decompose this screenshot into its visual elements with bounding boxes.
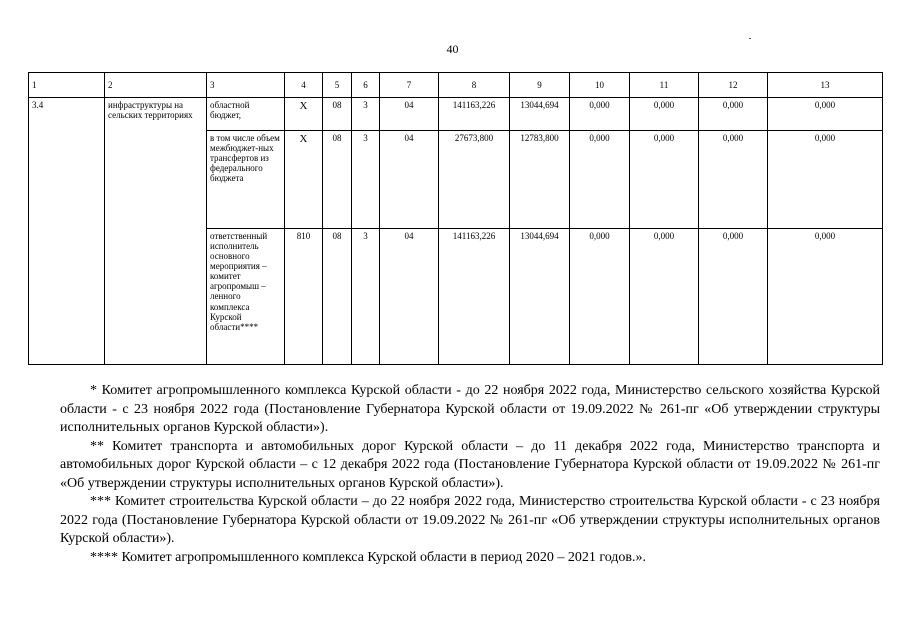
- table-cell: 0,000: [630, 98, 699, 131]
- header-cell: 9: [510, 73, 570, 98]
- page-number: 40: [446, 42, 459, 56]
- table-cell: 13044,694: [510, 229, 570, 365]
- table-cell: 27673,800: [439, 131, 510, 229]
- table-cell: 0,000: [630, 229, 699, 365]
- table-cell: 0,000: [768, 229, 883, 365]
- table-cell: 3: [352, 98, 380, 131]
- table-cell: 0,000: [768, 131, 883, 229]
- footnote: * Комитет агропромышленного комплекса Курской области - до 22 ноября 2022 года, Министерство сельского хозяйства Курской области - с 23 ноября 2022 года (Постановление Губернатора Курской области от 19.09.2022 № 261-пг «Об утверждении структуры исполнительных органов Курской области»).: [60, 383, 880, 435]
- header-cell: 12: [699, 73, 768, 98]
- item-name-cell: инфраструктуры на сельских территориях: [105, 98, 207, 365]
- table-cell: 0,000: [768, 98, 883, 131]
- header-cell: 11: [630, 73, 699, 98]
- table-cell: 0,000: [699, 131, 768, 229]
- header-cell: 5: [323, 73, 352, 98]
- table-row: [29, 98, 883, 131]
- footnote: *** Комитет строительства Курской области – до 22 ноября 2022 года, Министерство строительства Курской области - с 23 ноября 2022 года (Постановление Губернатора Курской области от 19.09.2022 № 261-пг «Об утверждении структуры исполнительных органов Курской области»).: [60, 494, 880, 546]
- footnotes: [60, 382, 880, 567]
- budget-table: [28, 72, 883, 365]
- funding-source-cell: ответственный исполнитель основного мероприятия – комитет агропромыш – ленного комплекса Курской области****: [207, 229, 285, 365]
- table-cell: 04: [380, 229, 439, 365]
- funding-source-cell: в том числе объем межбюджет-ных трансфертов из федерального бюджета: [207, 131, 285, 229]
- footnote: ** Комитет транспорта и автомобильных дорог Курской области – до 11 декабря 2022 года, Министерство транспорта и автомобильных дорог Курской области – с 12 декабря 2022 года (Постановление Губернатора Курской области от 19.09.2022 № 261-пг «Об утверждении структуры исполнительных органов Курской области»).: [60, 438, 880, 491]
- table-cell: X: [285, 131, 323, 229]
- table-cell: 141163,226: [439, 229, 510, 365]
- table-cell: 0,000: [570, 131, 630, 229]
- header-cell: 13: [768, 73, 883, 98]
- table-cell: 3: [352, 229, 380, 365]
- header-cell: 4: [285, 73, 323, 98]
- table-cell: 810: [285, 229, 323, 365]
- header-cell: 6: [352, 73, 380, 98]
- table-cell: 0,000: [630, 131, 699, 229]
- table-cell: 04: [380, 98, 439, 131]
- table-cell: 04: [380, 131, 439, 229]
- table-cell: X: [285, 98, 323, 131]
- header-cell: 10: [570, 73, 630, 98]
- header-cell: 1: [29, 73, 105, 98]
- table-cell: 0,000: [699, 98, 768, 131]
- table-cell: 08: [323, 229, 352, 365]
- table-cell: 141163,226: [439, 98, 510, 131]
- table-cell: 13044,694: [510, 98, 570, 131]
- table-cell: 0,000: [570, 229, 630, 365]
- table-cell: 08: [323, 131, 352, 229]
- header-cell: 3: [207, 73, 285, 98]
- scan-speck: [749, 38, 751, 39]
- table-cell: 0,000: [699, 229, 768, 365]
- funding-source-cell: областной бюджет,: [207, 98, 285, 131]
- header-cell: 7: [380, 73, 439, 98]
- table-header-row: [29, 73, 883, 98]
- table-cell: 3: [352, 131, 380, 229]
- item-number-cell: 3.4: [29, 98, 105, 365]
- header-cell: 2: [105, 73, 207, 98]
- table-cell: 0,000: [570, 98, 630, 131]
- table-cell: 08: [323, 98, 352, 131]
- footnote: **** Комитет агропромышленного комплекса Курской области в период 2020 – 2021 годов.».: [90, 549, 647, 565]
- table-cell: 12783,800: [510, 131, 570, 229]
- header-cell: 8: [439, 73, 510, 98]
